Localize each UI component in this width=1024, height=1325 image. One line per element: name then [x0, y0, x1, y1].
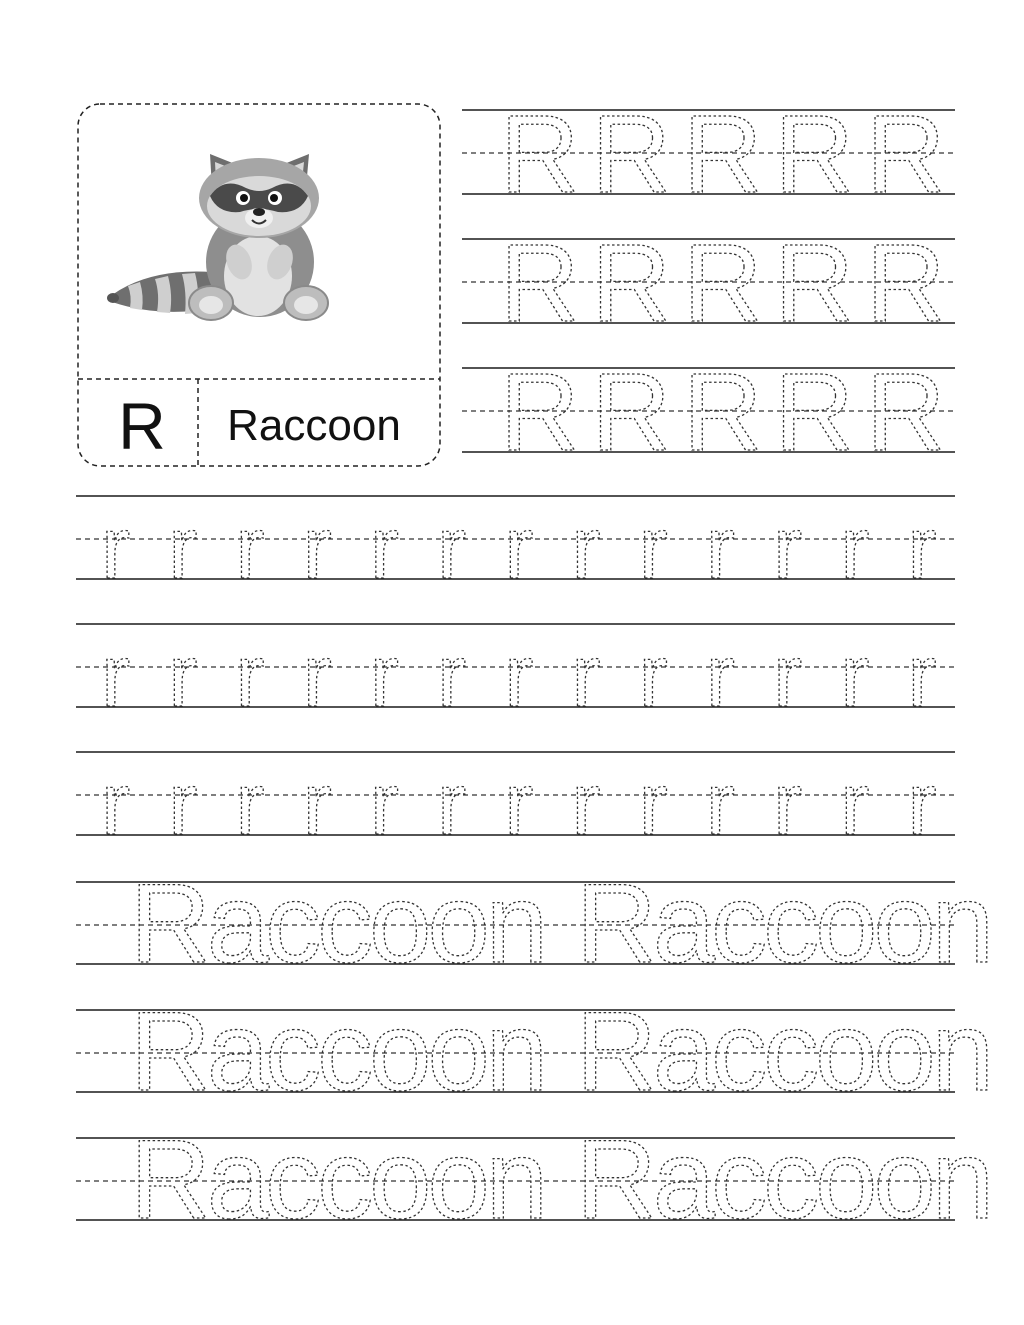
lowercase-trace-letter: r — [302, 498, 332, 597]
word-trace: Raccoon — [130, 1117, 545, 1242]
uppercase-trace-letter: R — [774, 222, 854, 345]
lowercase-trace-letter: r — [235, 498, 265, 597]
lowercase-trace-letter: r — [101, 626, 131, 725]
uppercase-trace-letter: R — [591, 93, 671, 216]
uppercase-trace-letter: R — [774, 351, 854, 474]
lowercase-trace-letter: r — [369, 498, 400, 597]
lowercase-trace-letter: r — [168, 754, 198, 853]
lowercase-trace-letter: r — [504, 754, 534, 853]
lowercase-trace-letter: r — [571, 498, 601, 597]
card-letter: R — [118, 389, 166, 463]
lowercase-trace-letter: r — [705, 754, 736, 853]
word-trace: Raccoon — [576, 1117, 991, 1242]
lowercase-trace-letter: r — [840, 754, 870, 853]
word-trace: Raccoon — [576, 989, 991, 1114]
uppercase-trace-letter: R — [500, 93, 580, 216]
card-word: Raccoon — [227, 401, 401, 450]
lowercase-trace-letter: r — [504, 498, 534, 597]
word-trace: Raccoon — [130, 989, 545, 1114]
uppercase-trace-letter: R — [866, 351, 946, 474]
lowercase-trace-letter: r — [638, 626, 668, 725]
lowercase-trace-letter: r — [302, 626, 332, 725]
uppercase-trace-letter: R — [683, 222, 763, 345]
uppercase-trace-letter: R — [591, 351, 671, 474]
lowercase-trace-letter: r — [773, 498, 803, 597]
lowercase-trace-letter: r — [302, 754, 332, 853]
lowercase-trace-letter: r — [907, 754, 937, 853]
uppercase-trace-letter: R — [500, 351, 580, 474]
uppercase-trace-letter: R — [774, 93, 854, 216]
uppercase-trace-letter: R — [500, 222, 580, 345]
lowercase-trace-letter: r — [773, 754, 803, 853]
lowercase-trace-letter: r — [235, 626, 265, 725]
lowercase-trace-letter: r — [168, 498, 198, 597]
lowercase-trace-letter: r — [571, 754, 601, 853]
lowercase-trace-letter: r — [638, 754, 668, 853]
lowercase-trace-letter: r — [101, 498, 131, 597]
lowercase-trace-letter: r — [840, 626, 870, 725]
lowercase-trace-letter: r — [101, 754, 131, 853]
lowercase-trace-letter: r — [369, 626, 400, 725]
lowercase-trace-letter: r — [437, 626, 467, 725]
uppercase-trace-letter: R — [866, 222, 946, 345]
lowercase-trace-letter: r — [168, 626, 198, 725]
lowercase-trace-letter: r — [773, 626, 803, 725]
uppercase-trace-letter: R — [591, 222, 671, 345]
lowercase-trace-letter: r — [638, 498, 668, 597]
lowercase-trace-letter: r — [437, 754, 467, 853]
lowercase-trace-letter: r — [369, 754, 400, 853]
uppercase-trace-letter: R — [866, 93, 946, 216]
lowercase-trace-letter: r — [705, 498, 736, 597]
word-trace: Raccoon — [130, 861, 545, 986]
word-trace: Raccoon — [576, 861, 991, 986]
lowercase-trace-letter: r — [504, 626, 534, 725]
lowercase-trace-letter: r — [235, 754, 265, 853]
uppercase-trace-letter: R — [683, 351, 763, 474]
lowercase-trace-letter: r — [571, 626, 601, 725]
lowercase-trace-letter: r — [705, 626, 736, 725]
raccoon-nose — [253, 208, 265, 216]
uppercase-trace-letter: R — [683, 93, 763, 216]
lowercase-trace-letter: r — [840, 498, 870, 597]
picture-card — [78, 104, 440, 466]
lowercase-trace-letter: r — [907, 626, 937, 725]
lowercase-trace-letter: r — [907, 498, 937, 597]
lowercase-trace-letter: r — [437, 498, 467, 597]
